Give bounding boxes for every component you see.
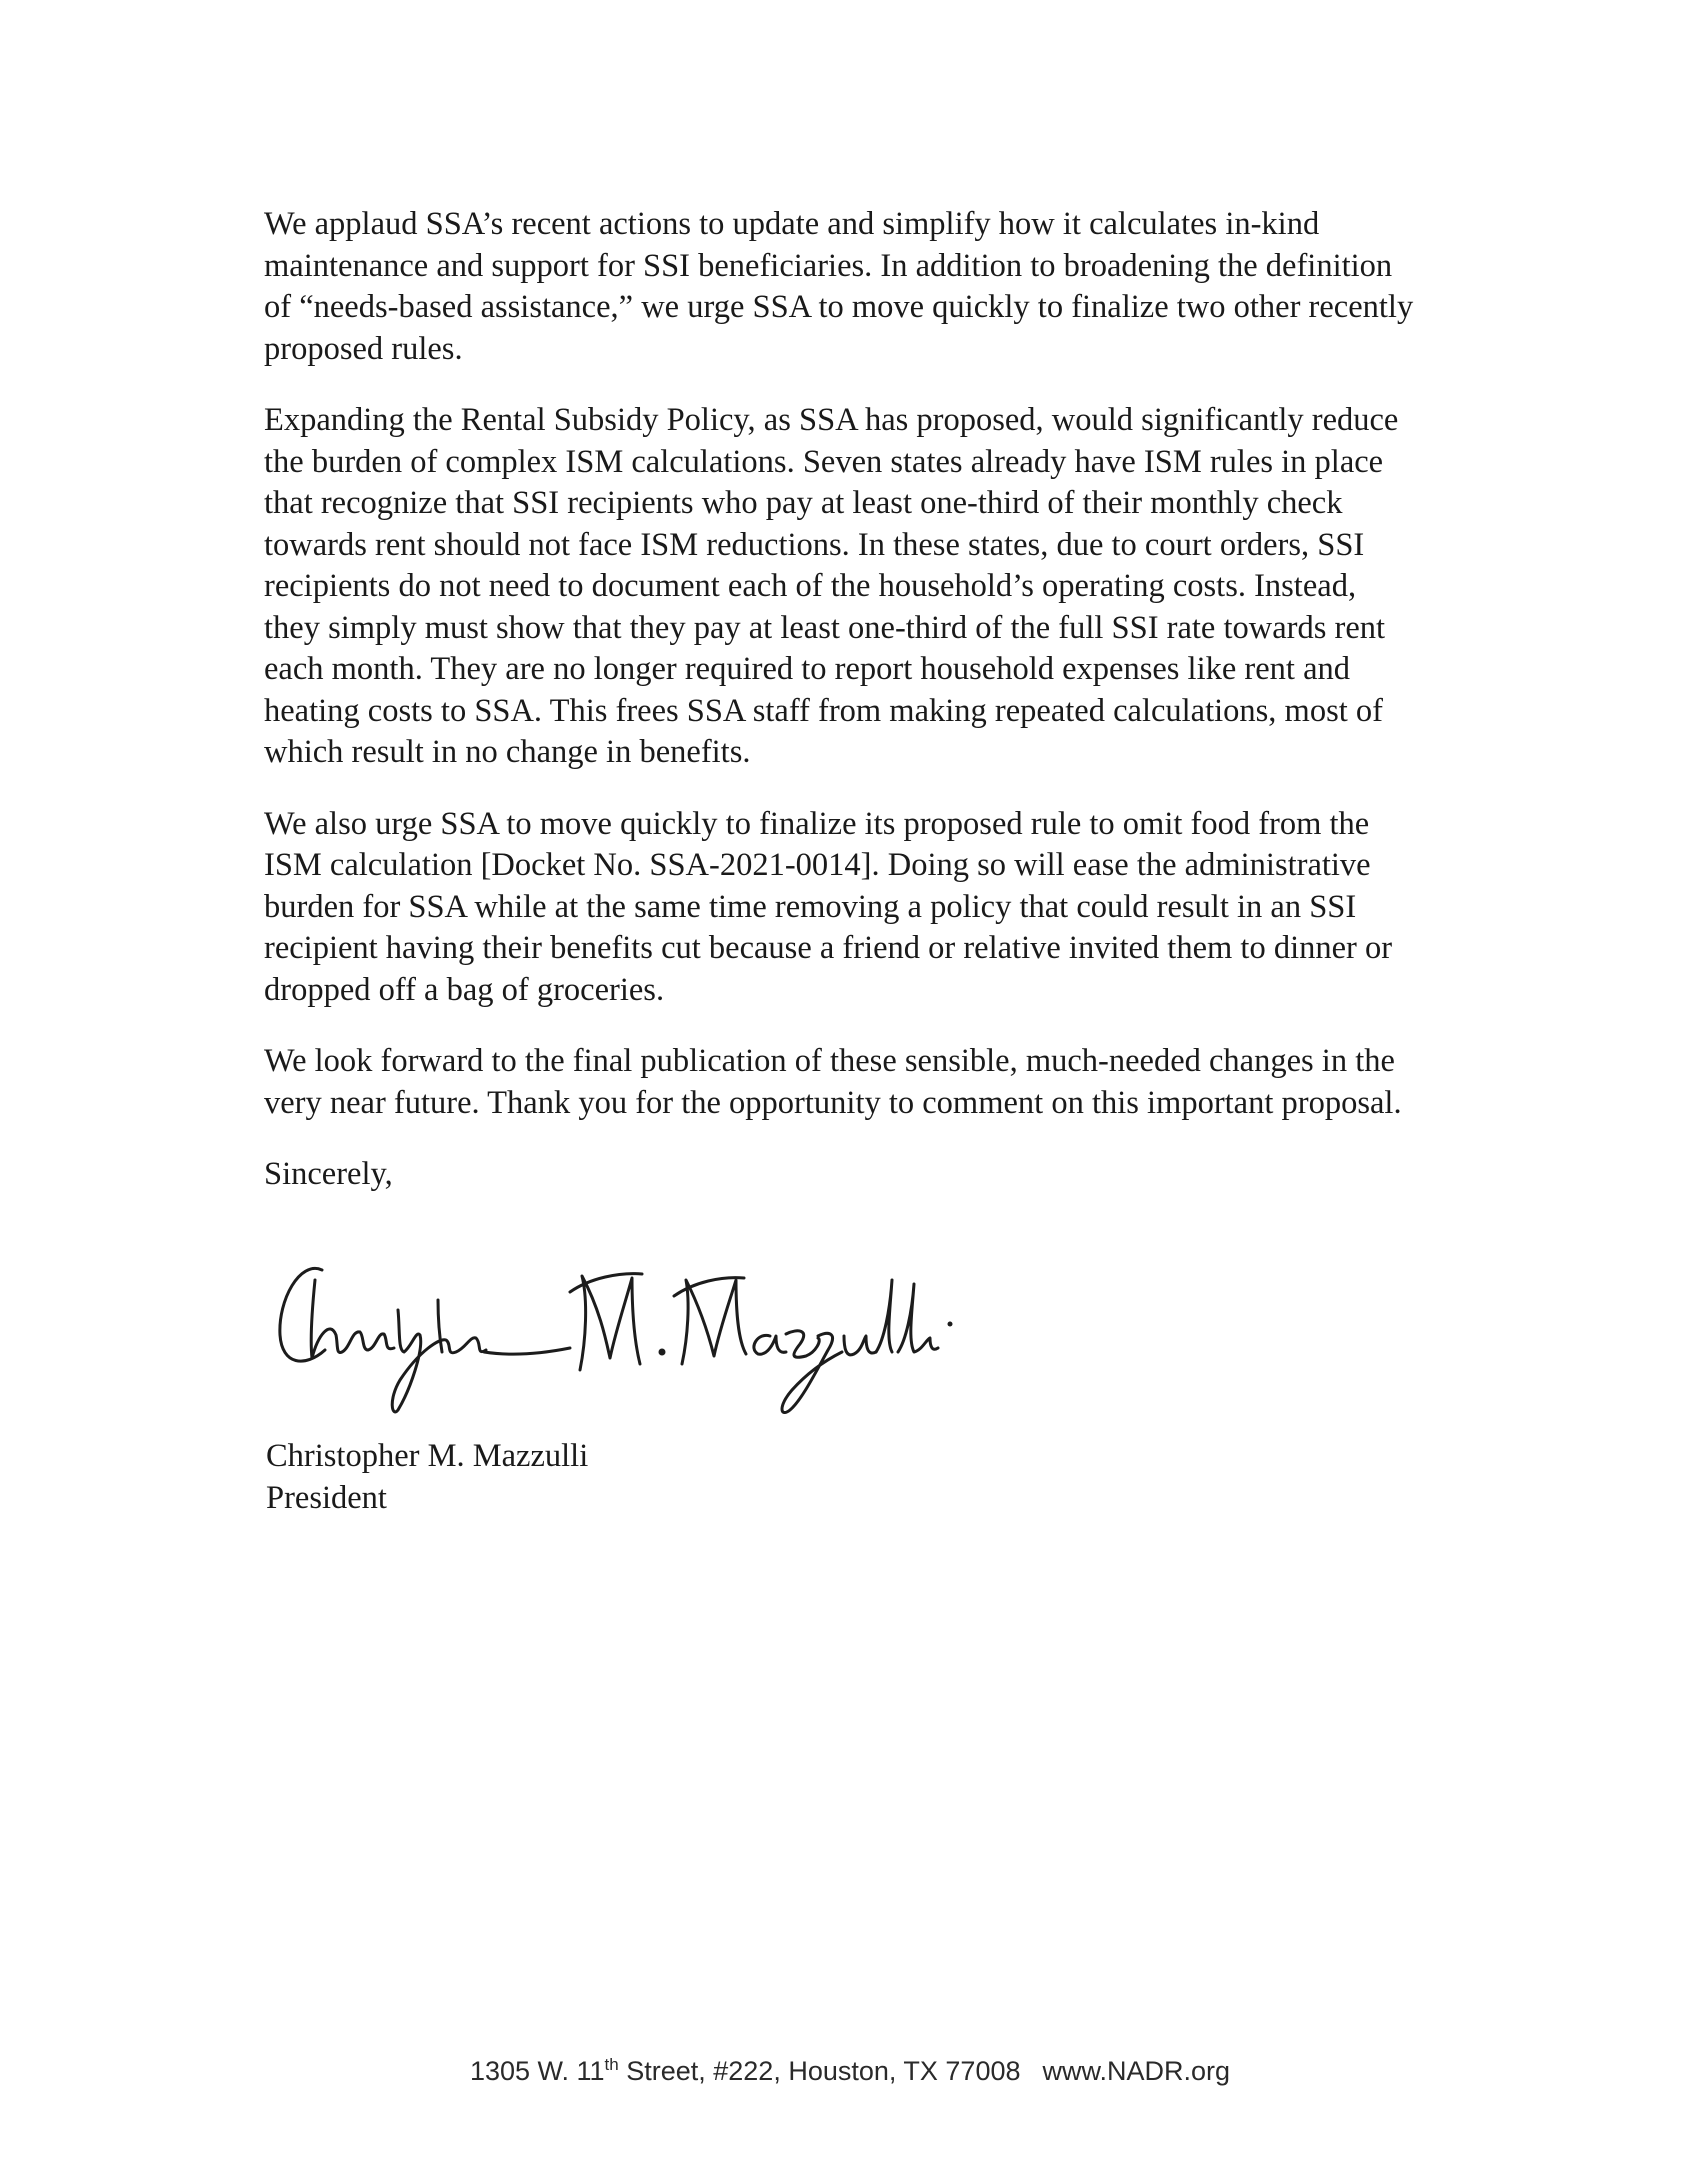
paragraph-4: We look forward to the final publication of these sensible, much-needed changes in the very near future. Thank you for the opportunity to comment on this important proposal. (264, 1043, 1402, 1121)
signer-name: Christopher M. Mazzulli (266, 1438, 589, 1474)
paragraph-2: Expanding the Rental Subsidy Policy, as SSA has proposed, would significantly reduce the burden of complex ISM calculations. Seven states already have ISM rules in place that recognize that SSI recipients who pay at least one-third of their monthly check towards rent should not face ISM reductions. In these states, due to court orders, SSI recipients do not need to document each of the household’s operating costs. Instead, they simply must show that they pay at least one-third of the full SSI rate towards rent each month. They are no longer required to report household expenses like rent and heating costs to SSA. This frees SSA staff from making repeated calculations, most of which result in no change in benefits. (264, 402, 1399, 770)
footer-website: www.NADR.org (1042, 2056, 1231, 2086)
signer-title: President (266, 1479, 387, 1516)
letterhead-footer (0, 2056, 1700, 2087)
footer-address-prefix: 1305 W. 11 (469, 2056, 605, 2086)
letter-body (264, 204, 1444, 1196)
signer-block (266, 1436, 588, 1519)
paragraph-3: We also urge SSA to move quickly to finalize its proposed rule to omit food from the ISM calculation [Docket No. SSA-2021-0014]. Doing so will ease the administrative burden for SSA while at the same time removing a policy that could result in an SSI recipient having their benefits cut because a friend or relative invited them to dinner or dropped off a bag of groceries. (264, 805, 1393, 1008)
footer-address-suffix: Street, #222, Houston, TX 77008 (618, 2056, 1021, 2086)
handwritten-signature (270, 1240, 990, 1420)
footer-address-ordinal: th (604, 2055, 619, 2074)
paragraph-1: We applaud SSA’s recent actions to update and simplify how it calculates in-kind maintenance and support for SSI beneficiaries. In addition to broadening the definition of “needs-based assistance,” we urge SSA to move quickly to finalize two other recently proposed rules. (264, 206, 1414, 367)
closing: Sincerely, (264, 1156, 393, 1192)
